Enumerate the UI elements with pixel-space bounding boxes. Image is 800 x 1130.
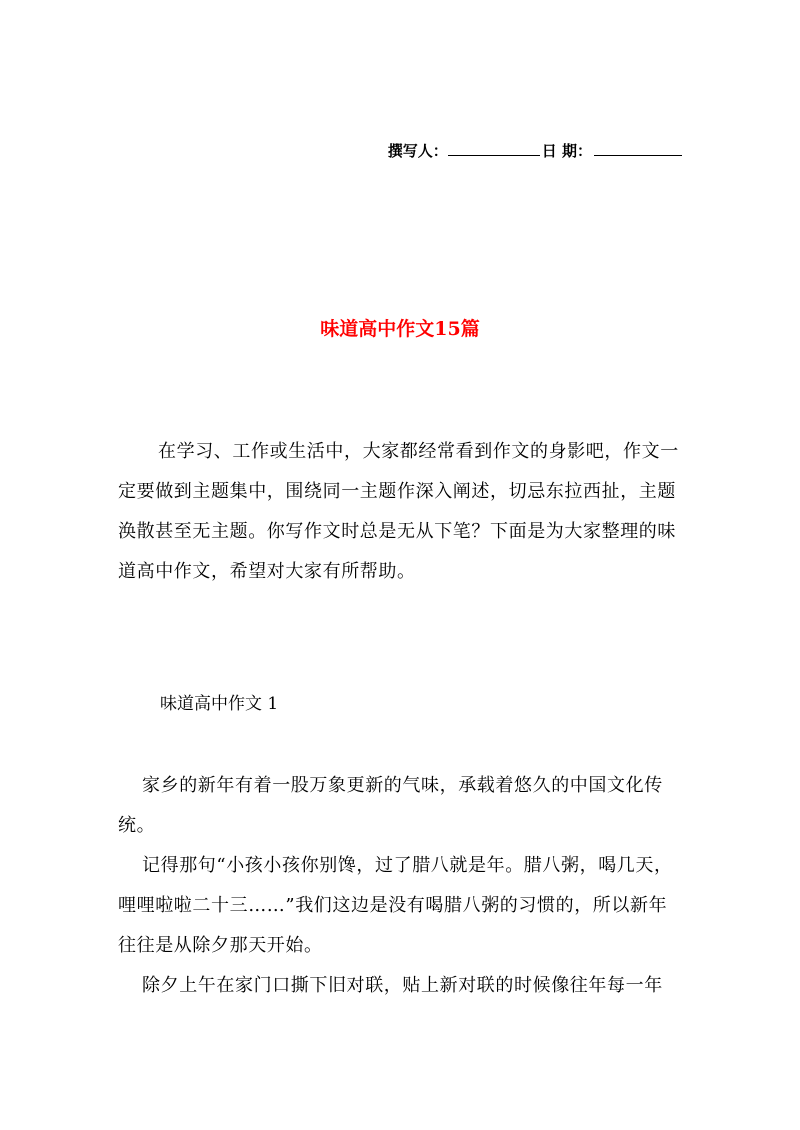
essay-paragraph: 除夕上午在家门口撕下旧对联，贴上新对联的时候像往年每一年 (142, 975, 663, 996)
writer-label: 撰写人： (387, 142, 448, 160)
document-title: 味道高中作文15篇 (320, 318, 480, 340)
date-label: 日 期： (541, 142, 592, 160)
date-blank (594, 141, 682, 156)
section-heading: 味道高中作文 1 (160, 694, 279, 714)
intro-paragraph: 在学习、工作或生活中，大家都经常看到作文的身影吧，作文一定要做到主题集中，围绕同一主题作深入阐述，切忌东拉西扯，主题涣散甚至无主题。你写作文时总是无从下笔？下面是为大家整理的味道高中作文，希望对大家有所帮助。 (118, 441, 679, 582)
essay-paragraph: 家乡的新年有着一股万象更新的气味，承载着悠久的中国文化传统。 (118, 775, 663, 836)
essay-paragraph: 记得那句“小孩小孩你别馋，过了腊八就是年。腊八粥，喝几天，哩哩啦啦二十三……”我们这边是没有喝腊八粥的习惯的，所以新年往往是从除夕那天开始。 (118, 855, 673, 956)
essay-body (118, 766, 682, 1006)
writer-blank (448, 141, 540, 156)
author-date-line (388, 140, 682, 161)
